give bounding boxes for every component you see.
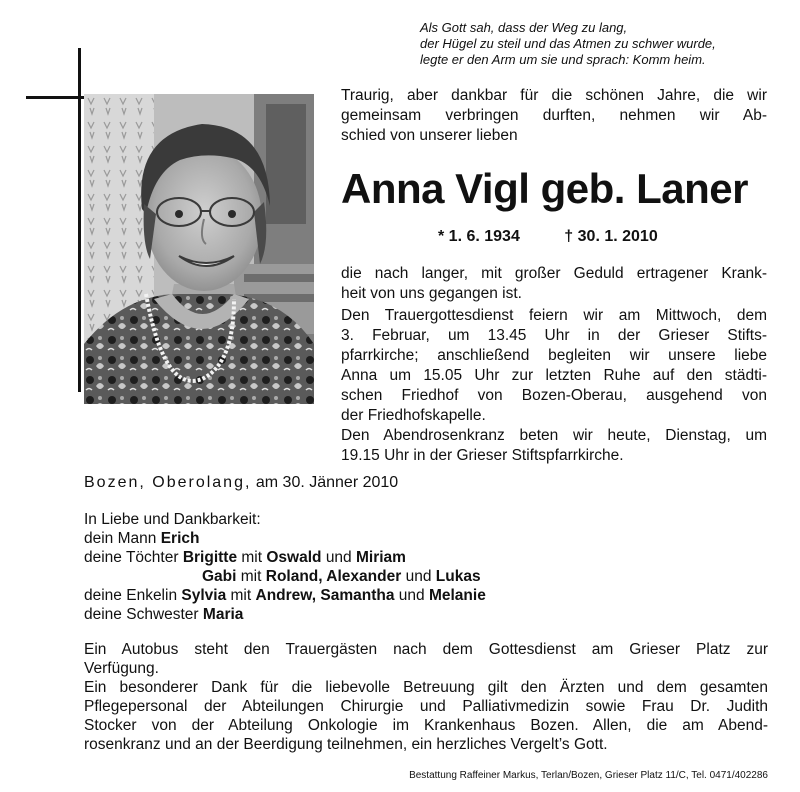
rosary-text — [341, 426, 767, 466]
rosary-line: 19.15 Uhr in der Grieser Stiftspfarrkirche. — [341, 447, 624, 464]
intro-line: schied von unserer lieben — [341, 127, 518, 144]
funeral-line: 3. Februar, um 13.45 Uhr in der Grieser Stifts- — [341, 327, 767, 344]
place-and-date — [84, 474, 398, 492]
funeral-line: schen Friedhof von Bozen-Oberau, ausgehend von — [341, 387, 767, 404]
sister-name: Maria — [202, 606, 244, 623]
connector: und — [405, 568, 432, 585]
daughter-name: Gabi — [202, 568, 237, 585]
notice-date: am 30. Jänner 2010 — [255, 474, 399, 491]
thanks-line: Pflegepersonal der Abteilungen Chirurgie und Palliativmedizin sowie Frau Dr. Judith — [84, 698, 768, 715]
family-intro: In Liebe und Dankbarkeit: — [84, 511, 261, 528]
granddaughter-name: Sylvia — [181, 587, 227, 604]
thanks-line: Ein besonderer Dank für die liebevolle Betreuung gilt den Ärzten und dem gesamten — [84, 679, 768, 696]
family-row-sister — [84, 605, 486, 624]
connector: mit — [230, 587, 252, 604]
family-row-husband — [84, 529, 486, 548]
funeral-line: Den Trauergottesdienst feiern wir am Mittwoch, dem — [341, 307, 767, 324]
life-dates — [438, 228, 658, 246]
daughters-prefix: deine Töchter — [84, 549, 179, 566]
bus-line: Verfügung. — [84, 660, 159, 677]
places: Bozen, Oberolang, — [84, 474, 252, 491]
funeral-line: Anna um 15.05 Uhr zur letzten Ruhe auf den städti- — [341, 367, 767, 384]
thanks-line: Stocker von der Abteilung Onkologie im Krankenhaus Bozen. Allen, die am Abend- — [84, 717, 768, 734]
funeral-line: pfarrkirche; anschließend begleiten wir unsere liebe — [341, 347, 767, 364]
quote-line: Als Gott sah, dass der Weg zu lang, — [420, 20, 628, 35]
illness-text — [341, 264, 767, 304]
illness-line: heit von uns gegangen ist. — [341, 285, 522, 302]
intro-line: gemeinsam verbringen durften, nehmen wir Ab- — [341, 107, 767, 124]
funeral-text — [341, 306, 767, 426]
cross-vertical-bar — [78, 48, 81, 392]
husband-name: Erich — [160, 530, 200, 547]
death-date: † 30. 1. 2010 — [564, 228, 658, 245]
family-row-daughter-1 — [84, 548, 486, 567]
partner-name: Oswald — [266, 549, 322, 566]
deceased-name: Anna Vigl geb. Laner — [341, 165, 748, 212]
illness-line: die nach langer, mit großer Geduld ertragener Krank- — [341, 265, 767, 282]
quote-line: legte er den Arm um sie und sprach: Komm heim. — [420, 52, 706, 67]
child-name: Miriam — [356, 549, 406, 566]
child-name: Lukas — [435, 568, 481, 585]
birth-date: * 1. 6. 1934 — [438, 228, 520, 245]
intro-line: Traurig, aber dankbar für die schönen Jahre, die wir — [341, 87, 767, 104]
family-row-granddaughter — [84, 586, 486, 605]
portrait-photo — [84, 94, 314, 404]
partner-and-children: Roland, Alexander — [265, 568, 402, 585]
bus-line: Ein Autobus steht den Trauergästen nach dem Gottesdienst am Grieser Platz zur — [84, 641, 768, 658]
intro-text — [341, 86, 767, 146]
daughter-name: Brigitte — [182, 549, 238, 566]
family-row-daughter-2 — [84, 567, 486, 586]
thanks-text — [84, 678, 768, 754]
child-name: Melanie — [428, 587, 486, 604]
funeral-home-footer: Bestattung Raffeiner Markus, Terlan/Bozen, Grieser Platz 11/C, Tel. 0471/402286 — [409, 770, 768, 781]
connector: mit — [240, 568, 262, 585]
husband-prefix: dein Mann — [84, 530, 157, 547]
memorial-quote — [420, 20, 780, 68]
connector: und — [325, 549, 352, 566]
connector: mit — [241, 549, 263, 566]
quote-line: der Hügel zu steil und das Atmen zu schwer wurde, — [420, 36, 716, 51]
bus-notice — [84, 640, 768, 678]
rosary-line: Den Abendrosenkranz beten wir heute, Dienstag, um — [341, 427, 767, 444]
partner-and-children: Andrew, Samantha — [255, 587, 395, 604]
connector: und — [398, 587, 425, 604]
funeral-line: der Friedhofskapelle. — [341, 407, 486, 424]
family-list — [84, 510, 486, 624]
granddaughter-prefix: deine Enkelin — [84, 587, 178, 604]
sister-prefix: deine Schwester — [84, 606, 199, 623]
thanks-line: rosenkranz und an der Beerdigung teilnehmen, ein herzliches Vergelt’s Gott. — [84, 736, 608, 753]
